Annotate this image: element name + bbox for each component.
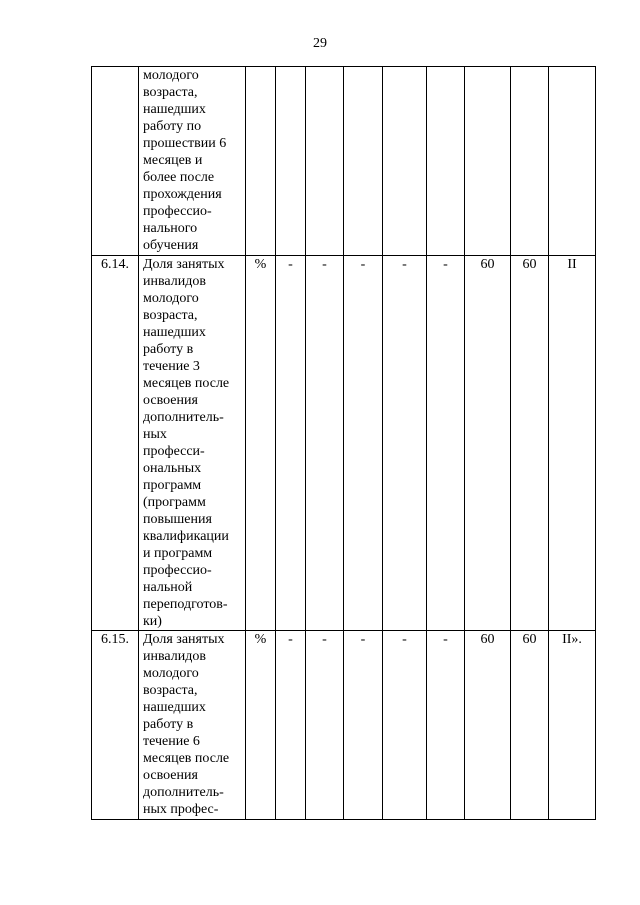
indicator-name-cell [139, 256, 246, 631]
table-row [92, 67, 596, 256]
row-number-cell [92, 67, 139, 256]
value-cell: - [383, 631, 427, 820]
value-cell [511, 67, 549, 256]
value-cell [383, 67, 427, 256]
value-cell: 60 [511, 256, 549, 631]
value-cell: - [427, 256, 465, 631]
priority-cell: II [549, 256, 596, 631]
page-number: 29 [313, 36, 327, 51]
value-cell [306, 67, 344, 256]
value-cell [344, 67, 383, 256]
value-cell: - [344, 631, 383, 820]
row-number-cell: 6.15. [92, 631, 139, 820]
table-row [92, 631, 596, 820]
indicator-name: Доля занятых инвалидов молодого возраста, нашедших работу в течение 3 месяцев после освоения дополнитель- ных професси- ональных программ (программ повышения квалификации и программ профессио- нальной переподготов- ки) [143, 257, 230, 629]
indicator-table [91, 66, 596, 820]
value-cell: - [427, 631, 465, 820]
value-cell: - [383, 256, 427, 631]
value-cell: - [306, 256, 344, 631]
row-number-cell: 6.14. [92, 256, 139, 631]
value-cell: - [276, 631, 306, 820]
priority-cell: II». [549, 631, 596, 820]
indicator-name-cell [139, 631, 246, 820]
unit-cell [246, 67, 276, 256]
indicator-name-cell [139, 67, 246, 256]
value-cell: - [306, 631, 344, 820]
value-cell: - [344, 256, 383, 631]
value-cell [465, 67, 511, 256]
unit-cell: % [246, 631, 276, 820]
value-cell: - [276, 256, 306, 631]
value-cell: 60 [465, 631, 511, 820]
value-cell: 60 [465, 256, 511, 631]
unit-cell: % [246, 256, 276, 631]
value-cell [276, 67, 306, 256]
indicator-name: Доля занятых инвалидов молодого возраста, нашедших работу в течение 6 месяцев после освоения дополнитель- ных профес- [143, 632, 230, 817]
indicator-name: молодого возраста, нашедших работу по прошествии 6 месяцев и более после прохождения профессио- нального обучения [143, 68, 227, 253]
value-cell [427, 67, 465, 256]
priority-cell [549, 67, 596, 256]
value-cell: 60 [511, 631, 549, 820]
table-row [92, 256, 596, 631]
